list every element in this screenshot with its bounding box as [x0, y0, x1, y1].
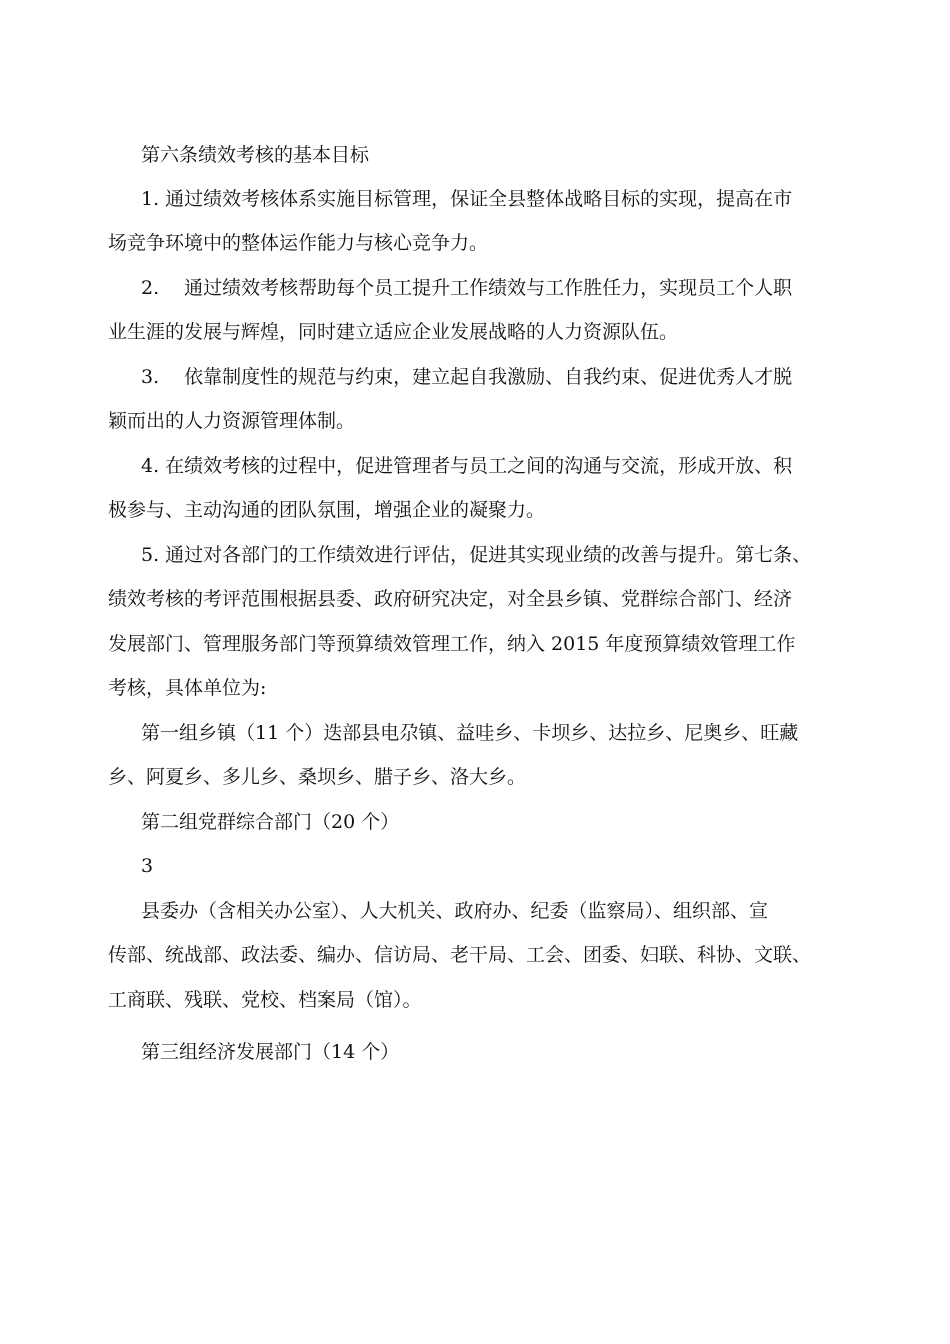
group-1-line-2: 乡、阿夏乡、多儿乡、桑坝乡、腊子乡、洛大乡。	[108, 766, 527, 788]
goal-4-line-2: 极参与、主动沟通的团队氛围，增强企业的凝聚力。	[108, 499, 546, 521]
article-7-line-3: 考核，具体单位为:	[108, 677, 267, 699]
article-6-heading: 第六条绩效考核的基本目标	[141, 144, 370, 166]
goal-4-line-1: 4. 在绩效考核的过程中，促进管理者与员工之间的沟通与交流，形成开放、积	[141, 455, 793, 477]
group-2-heading: 第二组党群综合部门（20 个）	[141, 811, 400, 833]
group-2-line-1: 县委办（含相关办公室）、人大机关、政府办、纪委（监察局）、组织部、宣	[141, 900, 769, 922]
goal-5-line-1: 5. 通过对各部门的工作绩效进行评估，促进其实现业绩的改善与提升。第七条、	[141, 544, 812, 566]
goal-3-line-1: 3. 依靠制度性的规范与约束，建立起自我激励、自我约束、促进优秀人才脱	[141, 366, 793, 388]
goal-2-line-1: 2. 通过绩效考核帮助每个员工提升工作绩效与工作胜任力，实现员工个人职	[141, 277, 793, 299]
group-3-heading: 第三组经济发展部门（14 个）	[141, 1041, 400, 1063]
goal-3-line-2: 颖而出的人力资源管理体制。	[108, 410, 356, 432]
page-number-marker: 3	[141, 855, 154, 877]
goal-1-line-2: 场竞争环境中的整体运作能力与核心竞争力。	[108, 232, 489, 254]
group-1-line-1: 第一组乡镇（11 个）迭部县电尕镇、益哇乡、卡坝乡、达拉乡、尼奥乡、旺藏	[141, 722, 799, 744]
article-7-line-2: 发展部门、管理服务部门等预算绩效管理工作，纳入 2015 年度预算绩效管理工作	[108, 633, 796, 655]
group-2-line-3: 工商联、残联、党校、档案局（馆）。	[108, 989, 422, 1011]
goal-1-line-1: 1. 通过绩效考核体系实施目标管理，保证全县整体战略目标的实现，提高在市	[141, 188, 793, 210]
article-7-line-1: 绩效考核的考评范围根据县委、政府研究决定，对全县乡镇、党群综合部门、经济	[108, 588, 793, 610]
goal-2-line-2: 业生涯的发展与辉煌，同时建立适应企业发展战略的人力资源队伍。	[108, 321, 679, 343]
group-2-line-2: 传部、统战部、政法委、编办、信访局、老干局、工会、团委、妇联、科协、文联、	[108, 944, 812, 966]
